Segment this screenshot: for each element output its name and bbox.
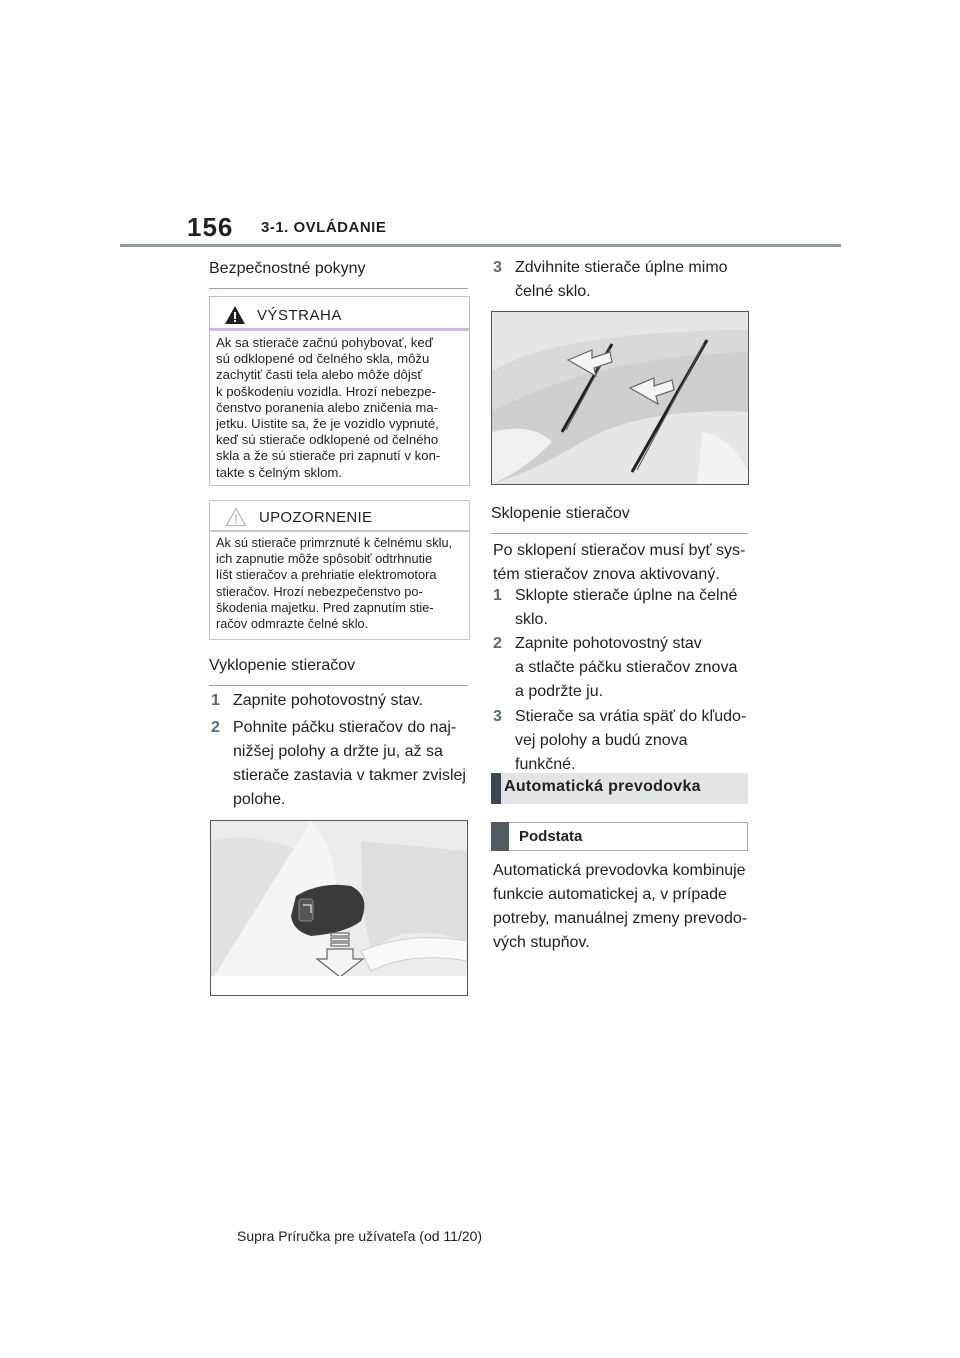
warning-box <box>209 296 470 486</box>
banner-marker <box>491 773 501 804</box>
wiper-lever-figure <box>210 820 468 996</box>
subbanner-marker <box>491 822 509 851</box>
notice-bar <box>210 530 469 532</box>
section-banner <box>491 773 748 804</box>
list-item: 1 Sklopte stierače úplne na čelné sklo. <box>493 587 738 628</box>
list-item: 1 Zapnite pohotovostný stav. <box>211 692 424 709</box>
list-item: 2 Pohnite páčku stieračov do naj- nižšej polohy a držte ju, až sa stierače zastavia v takmer zvislej polohe. <box>211 719 466 808</box>
list-item: 2 Zapnite pohotovostný stav a stlačte páčku stieračov znova a podržte ju. <box>493 635 738 700</box>
safety-heading: Bezpečnostné pokyny <box>209 260 468 289</box>
notice-title: UPOZORNENIE <box>259 509 373 526</box>
warning-title: VÝSTRAHA <box>257 307 342 324</box>
notice-icon <box>225 507 247 527</box>
windshield-wipers-figure <box>491 311 749 485</box>
warning-bar <box>210 328 469 331</box>
notice-box <box>209 500 470 640</box>
subbanner-title: Podstata <box>519 828 583 845</box>
fold-out-heading: Vyklopenie stieračov <box>209 657 468 686</box>
windshield-wipers-illustration <box>492 312 748 484</box>
page-number: 156 <box>187 212 234 242</box>
section-title: 3-1. OVLÁDANIE <box>261 219 387 236</box>
summary-paragraph: Automatická prevodovka kombinuje funkcie automatickej a, v prípade potreby, manuálnej zmeny prevodo- vých stupňov. <box>493 862 748 951</box>
footer-text: Supra Príručka pre užívateľa (od 11/20) <box>237 1228 483 1244</box>
list-item: 3 Zdvihnite stierače úplne mimo čelné sklo. <box>493 259 728 300</box>
banner-title: Automatická prevodovka <box>504 778 701 795</box>
wiper-lever-illustration <box>211 821 467 995</box>
notice-text: Ak sú stierače primrznuté k čelnému sklu, ich zapnutie môže spôsobiť odtrhnutie líšt stieračov a prehriatie elektromotora stieračov. Hrozí nebezpečenstvo po- škodenia majetku. Pred zapnutím stie- račov odmrazte čelné sklo. <box>216 535 453 632</box>
list-item: 3 Stierače sa vrátia späť do kľudo- vej polohy a budú znova funkčné. <box>493 708 747 773</box>
warning-icon <box>224 305 246 325</box>
intro-paragraph: Po sklopení stieračov musí byť sys- tém stieračov znova aktivovaný. <box>493 542 746 583</box>
header-rule <box>120 244 841 247</box>
warning-text: Ak sa stierače začnú pohybovať, keď sú odklopené od čelného skla, môžu zachytiť časti tela alebo môže dôjsť k poškodeniu vozidla. Hrozí nebezpe- čenstvo poranenia alebo zničenia ma- jetku. Uistite sa, že je vozidlo vypnuté, keď sú stierače odklopené od čelného skla a že sú stierače pri zapnutí v kon- takte s čelným sklom. <box>216 335 441 480</box>
subsection-banner <box>491 822 748 851</box>
fold-in-heading: Sklopenie stieračov <box>491 505 748 534</box>
